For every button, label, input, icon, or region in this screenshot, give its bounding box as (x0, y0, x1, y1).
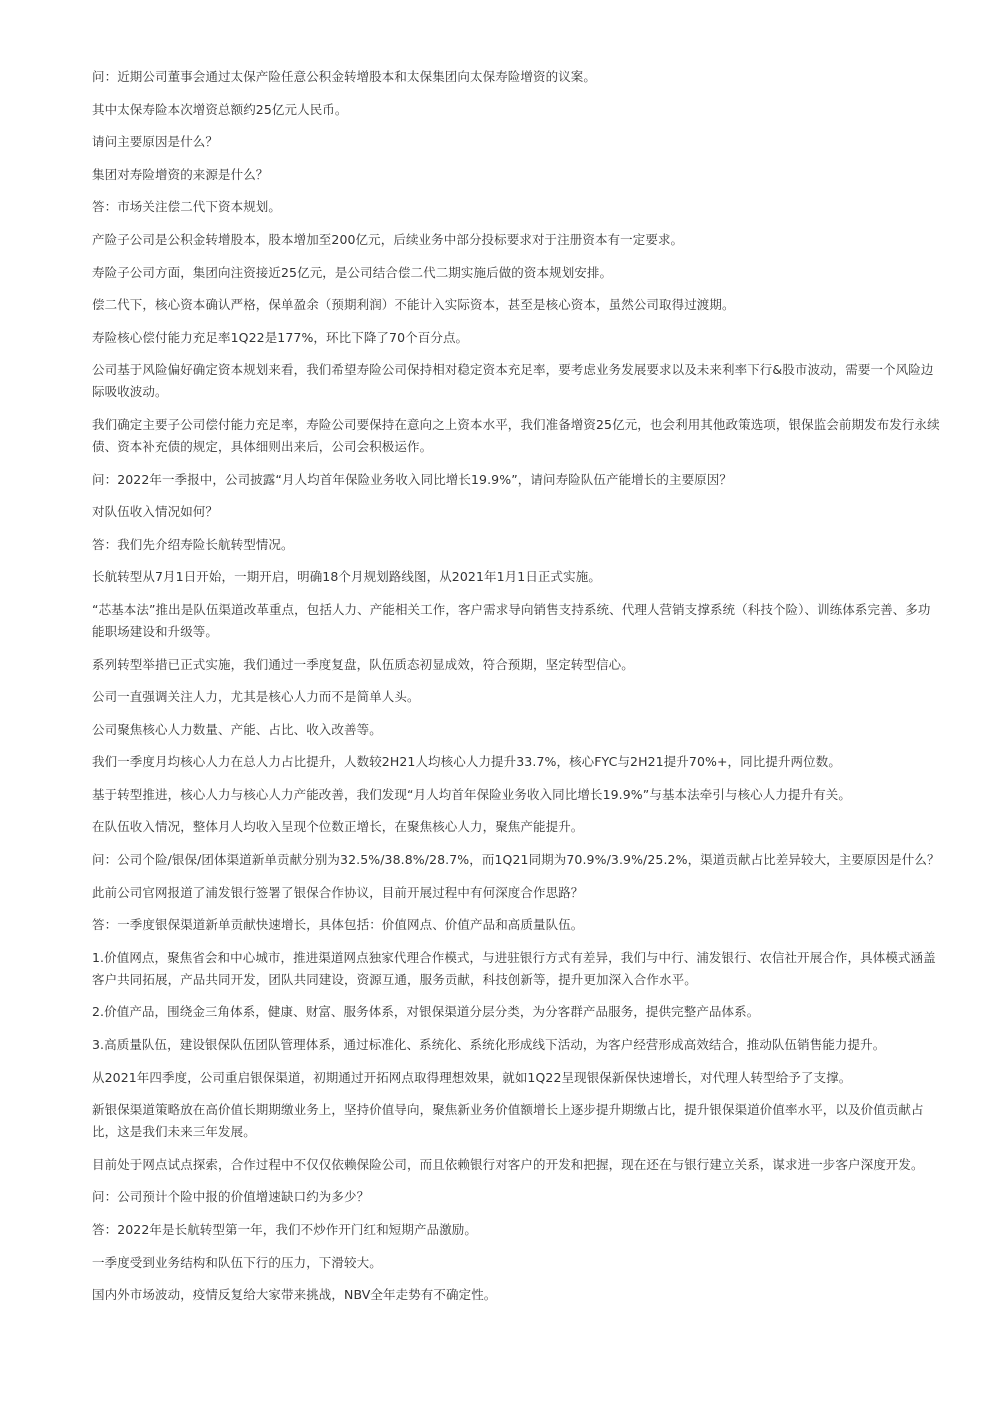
paragraph: 一季度受到业务结构和队伍下行的压力，下滑较大。 (92, 1254, 382, 1270)
paragraph: 问：近期公司董事会通过太保产险任意公积金转增股本和太保集团向太保寿险增资的议案。 (92, 69, 597, 84)
paragraph: 寿险核心偿付能力充足率1Q22是177%，环比下降了70个百分点。 (92, 329, 469, 345)
paragraph: 问：公司个险/银保/团体渠道新单贡献分别为32.5%/38.8%/28.7%，而1Q21同期为70.9%/3.9%/25.2%，渠道贡献占比差异较大，主要原因是什么？ (92, 852, 940, 868)
paragraph: 此前公司官网报道了浦发银行签署了银保合作协议，目前开展过程中有何深度合作思路？ (92, 884, 584, 900)
paragraph: 其中太保寿险本次增资总额约25亿元人民币。 (92, 101, 348, 117)
paragraph: 集团对寿险增资的来源是什么？ (92, 166, 269, 182)
paragraph: 问：公司预计个险中报的价值增速缺口约为多少？ (92, 1189, 370, 1205)
paragraph: 1.价值网点，聚焦省会和中心城市，推进渠道网点独家代理合作模式，与进驻银行方式有差异，我们与中行、浦发银行、农信社开展合作，具体模式涵盖客户共同拓展，产品共同开发，团队共同建设，资源互通，服务贡献，科技创新等，提升更加深入合作水平。 (92, 949, 936, 987)
paragraph: 我们确定主要子公司偿付能力充足率，寿险公司要保持在意向之上资本水平，我们准备增资25亿元，也会利用其他政策选项，银保监会前期发布发行永续债、资本补充债的规定，具体细则出来后，公司会积极运作。 (92, 416, 940, 454)
paragraph: 请问主要原因是什么？ (92, 134, 219, 150)
paragraph: 偿二代下，核心资本确认严格，保单盈余（预期利润）不能计入实际资本，甚至是核心资本，虽然公司取得过渡期。 (92, 297, 735, 313)
paragraph: “芯基本法”推出是队伍渠道改革重点，包括人力、产能相关工作，客户需求导向销售支持系统、代理人营销支撑系统（科技个险）、训练体系完善、多功能职场建设和升级等。 (92, 601, 931, 639)
paragraph: 从2021年四季度，公司重启银保渠道，初期通过开拓网点取得理想效果，就如1Q22呈现银保新保快速增长，对代理人转型给予了支撑。 (92, 1069, 852, 1085)
paragraph: 寿险子公司方面，集团向注资接近25亿元，是公司结合偿二代二期实施后做的资本规划安排。 (92, 264, 613, 280)
paragraph: 我们一季度月均核心人力在总人力占比提升，人数较2H21人均核心人力提升33.7%，核心FYC与2H21提升70%+，同比提升两位数。 (92, 754, 841, 770)
paragraph: 系列转型举措已正式实施，我们通过一季度复盘，队伍质态初显成效，符合预期，坚定转型信心。 (92, 656, 634, 672)
paragraph: 在队伍收入情况，整体月人均收入呈现个位数正增长，在聚焦核心人力，聚焦产能提升。 (92, 819, 584, 835)
paragraph: 目前处于网点试点探索，合作过程中不仅仅依赖保险公司，而且依赖银行对客户的开发和把握，现在还在与银行建立关系，谋求进一步客户深度开发。 (92, 1156, 924, 1172)
paragraph: 国内外市场波动，疫情反复给大家带来挑战，NBV全年走势有不确定性。 (92, 1287, 497, 1303)
paragraph: 产险子公司是公积金转增股本，股本增加至200亿元，后续业务中部分投标要求对于注册资本有一定要求。 (92, 231, 684, 247)
paragraph: 答：我们先介绍寿险长航转型情况。 (92, 536, 294, 552)
paragraph: 答：2022年是长航转型第一年，我们不炒作开门红和短期产品激励。 (92, 1222, 478, 1237)
paragraph: 公司一直强调关注人力，尤其是核心人力而不是简单人头。 (92, 689, 420, 705)
paragraph: 公司聚焦核心人力数量、产能、占比、收入改善等。 (92, 721, 382, 737)
paragraph: 长航转型从7月1日开始，一期开启，明确18个月规划路线图，从2021年1月1日正式实施。 (92, 569, 601, 585)
paragraph: 3.高质量队伍，建设银保队伍团队管理体系，通过标准化、系统化、系统化形成线下活动，为客户经营形成高效结合，推动队伍销售能力提升。 (92, 1037, 886, 1053)
paragraph: 答：一季度银保渠道新单贡献快速增长，具体包括：价值网点、价值产品和高质量队伍。 (92, 917, 584, 933)
paragraph: 对队伍收入情况如何？ (92, 504, 219, 520)
paragraph: 公司基于风险偏好确定资本规划来看，我们希望寿险公司保持相对稳定资本充足率，要考虑业务发展要求以及未来利率下行&股市波动，需要一个风险边际吸收波动。 (92, 362, 934, 400)
paragraph: 新银保渠道策略放在高价值长期期缴业务上，坚持价值导向，聚焦新业务价值额增长上逐步提升期缴占比，提升银保渠道价值率水平，以及价值贡献占比，这是我们未来三年发展。 (92, 1102, 924, 1140)
paragraph: 问：2022年一季报中，公司披露“月人均首年保险业务收入同比增长19.9%”，请问寿险队伍产能增长的主要原因？ (92, 471, 732, 487)
document-body (92, 66, 942, 1317)
paragraph: 基于转型推进，核心人力与核心人力产能改善，我们发现“月人均首年保险业务收入同比增长19.9%”与基本法牵引与核心人力提升有关。 (92, 786, 851, 802)
paragraph: 2.价值产品，围绕金三角体系，健康、财富、服务体系，对银保渠道分层分类，为分客群产品服务，提供完整产品体系。 (92, 1004, 760, 1020)
paragraph: 答：市场关注偿二代下资本规划。 (92, 199, 282, 215)
